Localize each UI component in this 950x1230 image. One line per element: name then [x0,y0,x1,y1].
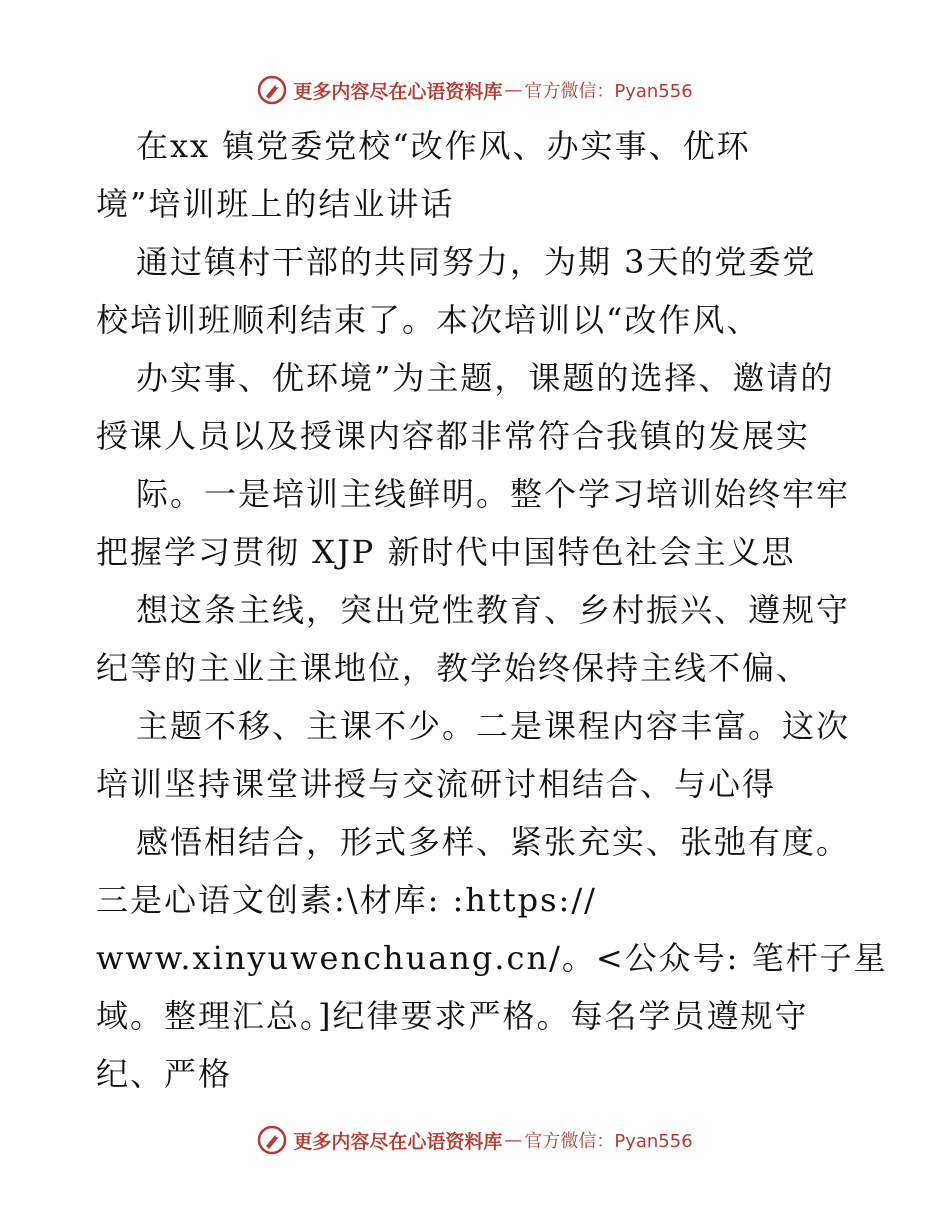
doc-line: 感悟相结合，形式多样、紧张充实、张弛有度。 [136,823,851,861]
footer-banner [0,1120,950,1160]
doc-line: 把握学习贯彻 XJP 新时代中国特色社会主义思 [96,533,796,571]
doc-title-line-1: 在xx 镇党委党校“改作风、办实事、优环 [136,127,751,165]
pen-nib-logo-icon [257,1125,287,1155]
pen-nib-logo-icon [257,75,287,105]
doc-line: 纪等的主业主课地位，教学始终保持主线不偏、 [96,649,811,687]
banner-dash: — [504,79,523,101]
banner-main-text: 更多内容尽在心语资料库 [293,80,503,103]
doc-line: 纪、严格 [96,1055,233,1093]
doc-title-line-2: 境”培训班上的结业讲话 [96,185,455,223]
doc-line: 培训坚持课堂讲授与交流研讨相结合、与心得 [96,765,777,803]
doc-line: 主题不移、主课不少。二是课程内容丰富。这次 [136,707,851,745]
doc-line: 域。整理汇总。]纪律要求严格。每名学员遵规守 [96,997,809,1035]
doc-line: 通过镇村干部的共同努力，为期 3天的党委党 [136,243,817,281]
doc-line: www.xinyuwenchuang.cn/。<公众号: 笔杆子星 [96,939,888,977]
banner-wechat-text: 官方微信：Pyan556 [524,81,693,102]
doc-line: 校培训班顺利结束了。本次培训以“改作风、 [96,301,761,339]
banner-main-text: 更多内容尽在心语资料库 [293,1130,503,1153]
doc-line: 授课人员以及授课内容都非常符合我镇的发展实 [96,417,811,455]
header-banner [0,70,950,110]
banner-wechat-text: 官方微信：Pyan556 [524,1131,693,1152]
doc-line: 际。一是培训主线鲜明。整个学习培训始终牢牢 [136,475,851,513]
doc-line: 三是心语文创素:\材库: :https:// [96,881,597,919]
banner-dash: — [504,1129,523,1151]
doc-line: 想这条主线，突出党性教育、乡村振兴、遵规守 [136,591,851,629]
doc-line: 办实事、优环境”为主题，课题的选择、邀请的 [136,359,835,397]
